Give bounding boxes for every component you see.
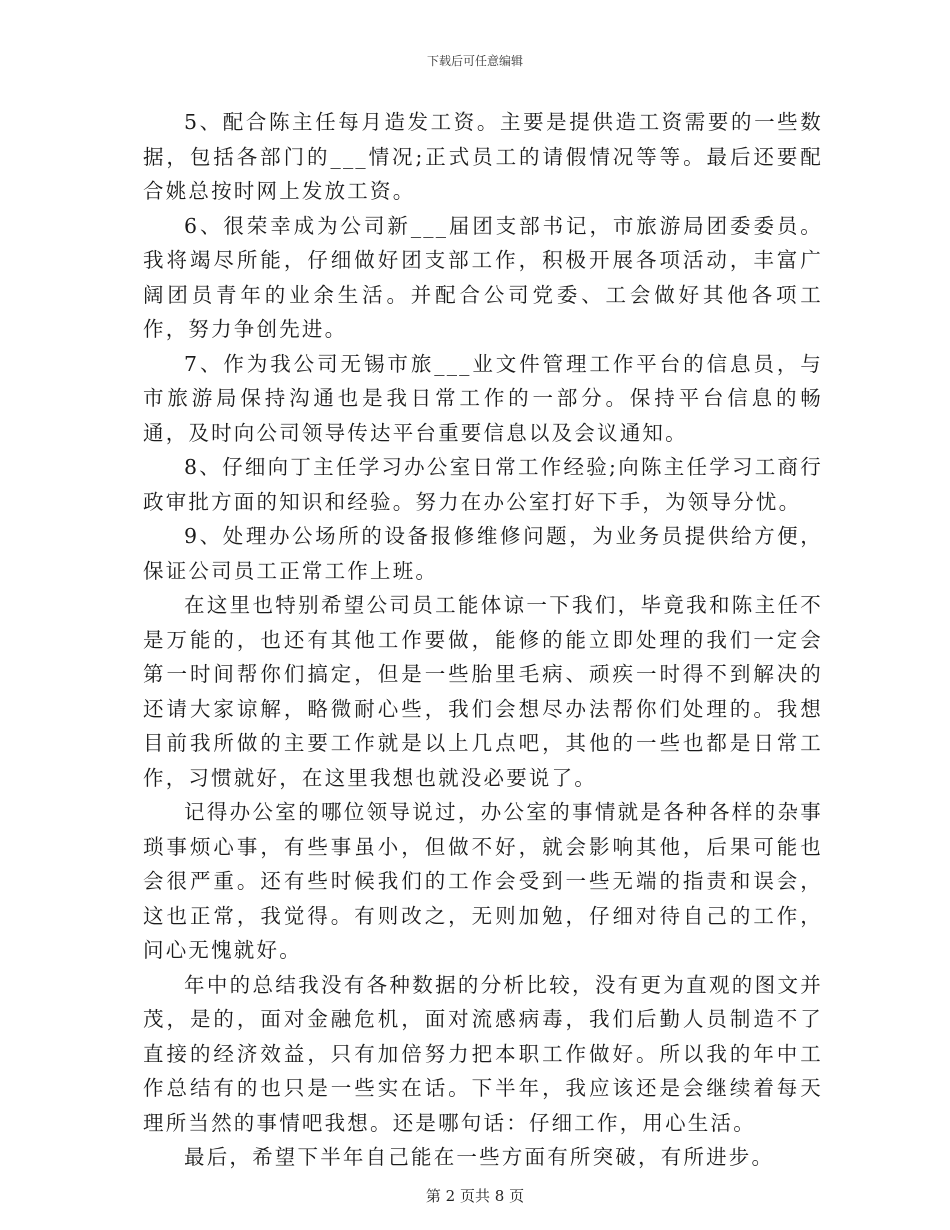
paragraph-item-7: 7、作为我公司无锡市旅___业文件管理工作平台的信息员，与市旅游局保持沟通也是我日常工作的一部分。保持平台信息的畅通，及时向公司领导传达平台重要信息以及会议通知。 bbox=[143, 351, 823, 445]
page-header: 下载后可任意编辑 bbox=[426, 54, 523, 68]
paragraph-office-matters: 记得办公室的哪位领导说过，办公室的事情就是各种各样的杂事琐事烦心事，有些事虽小，但做不好，就会影响其他，后果可能也会很严重。还有些时候我们的工作会受到一些无端的指责和误会，这也正常，我觉得。有则改之，无则加勉，仔细对待自己的工作，问心无愧就好。 bbox=[143, 800, 823, 962]
document-body bbox=[143, 105, 823, 1175]
paragraph-item-6: 6、很荣幸成为公司新___届团支部书记，市旅游局团委委员。我将竭尽所能，仔细做好团支部工作，积极开展各项活动，丰富广阔团员青年的业余生活。并配合公司党委、工会做好其他各项工作，努力争创先进。 bbox=[143, 213, 823, 341]
paragraph-item-9: 9、处理办公场所的设备报修维修问题，为业务员提供给方便，保证公司员工正常工作上班。 bbox=[143, 524, 823, 583]
paragraph-closing: 最后，希望下半年自己能在一些方面有所突破，有所进步。 bbox=[184, 1145, 775, 1169]
paragraph-understanding: 在这里也特别希望公司员工能体谅一下我们，毕竟我和陈主任不是万能的，也还有其他工作要做，能修的能立即处理的我们一定会第一时间帮你们搞定，但是一些胎里毛病、顽疾一时得不到解决的还请大家谅解，略微耐心些，我们会想尽办法帮你们处理的。我想目前我所做的主要工作就是以上几点吧，其他的一些也都是日常工作，习惯就好，在这里我想也就没必要说了。 bbox=[143, 593, 823, 790]
paragraph-item-8: 8、仔细向丁主任学习办公室日常工作经验;向陈主任学习工商行政审批方面的知识和经验。努力在办公室打好下手，为领导分忧。 bbox=[143, 455, 823, 514]
page-number: 第 2 页共 8 页 bbox=[425, 1187, 525, 1205]
paragraph-midyear-summary: 年中的总结我没有各种数据的分析比较，没有更为直观的图文并茂，是的，面对金融危机，面对流感病毒，我们后勤人员制造不了直接的经济效益，只有加倍努力把本职工作做好。所以我的年中工作总结有的也只是一些实在话。下半年，我应该还是会继续着每天理所当然的事情吧我想。还是哪句话：仔细工作，用心生活。 bbox=[143, 972, 823, 1135]
paragraph-item-5: 5、配合陈主任每月造发工资。主要是提供造工资需要的一些数据，包括各部门的___情况;正式员工的请假情况等等。最后还要配合姚总按时网上发放工资。 bbox=[143, 110, 823, 203]
